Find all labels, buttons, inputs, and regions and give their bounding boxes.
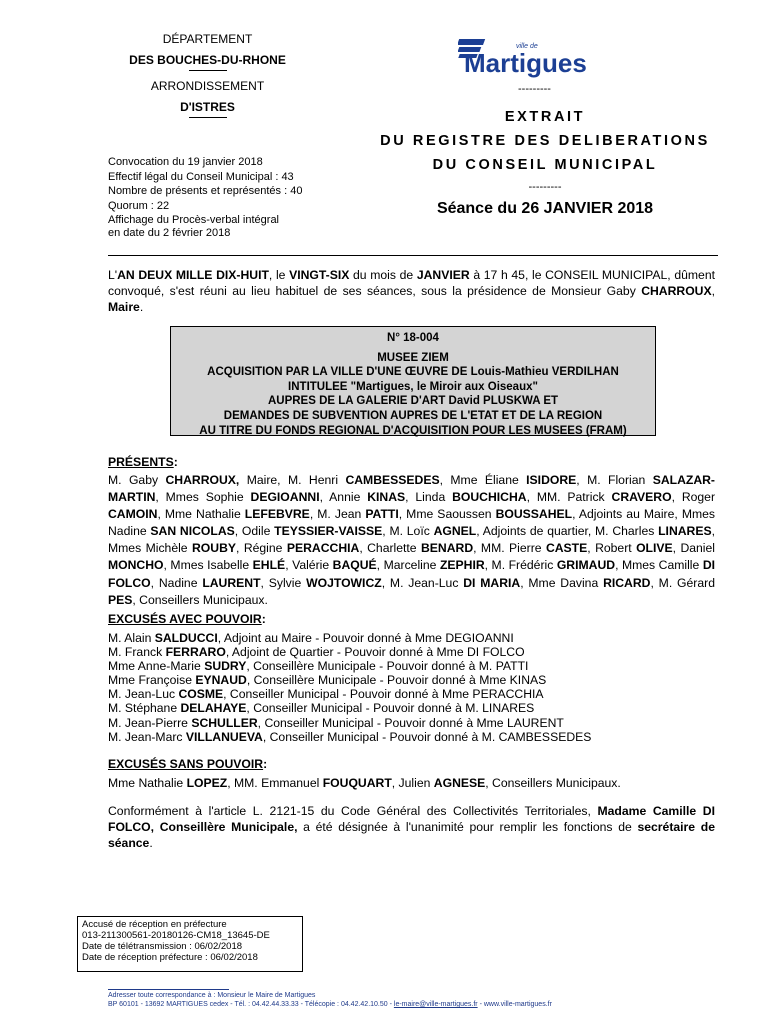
- excuses-avec-title: EXCUSÉS AVEC POUVOIR: [108, 612, 262, 626]
- member-name: CHARROUX,: [165, 473, 240, 487]
- presents-title: PRÉSENTS: [108, 455, 174, 469]
- member-name: CAMBESSEDES: [345, 473, 440, 487]
- footer-line: [108, 1000, 552, 1009]
- member-name: CRAVERO: [611, 490, 672, 505]
- secretaire-paragraph: [108, 803, 715, 851]
- colon: :: [263, 757, 268, 771]
- text: , Mmes Isabelle: [163, 558, 253, 573]
- text: , Odile: [234, 524, 275, 539]
- text: , Conseillère Municipale - Pouvoir donné à Mme KINAS: [246, 673, 547, 688]
- footer-line: Adresser toute correspondance à : Monsieur le Maire de Martigues: [108, 992, 316, 999]
- text: M. Stéphane: [108, 701, 181, 716]
- text: Mme Françoise: [108, 673, 196, 688]
- excuse-item: [108, 716, 591, 730]
- departement-label: DÉPARTEMENT: [162, 32, 253, 46]
- text: Mme Nathalie: [108, 776, 187, 790]
- member-name: DI FOLCO: [108, 558, 716, 590]
- name-bold: FOUQUART: [322, 776, 392, 790]
- member-name: DELAHAYE: [180, 701, 247, 716]
- text: , Conseiller Municipal - Pouvoir donné à Mme LAURENT: [257, 715, 564, 730]
- stamp-line: Date de réception préfecture : 06/02/2018: [82, 952, 258, 963]
- deliberation-line: DEMANDES DE SUBVENTION AUPRES DE L'ETAT ET DE LA REGION: [223, 409, 603, 422]
- deliberation-box: [170, 326, 656, 436]
- text: , le: [268, 268, 290, 282]
- arrondissement-name: D'ISTRES: [180, 100, 235, 114]
- presents-list: [108, 472, 715, 609]
- excuses-sans-heading: [108, 757, 267, 771]
- text: , Mme Saoussen: [398, 507, 496, 522]
- info-line: Convocation du 19 janvier 2018: [108, 156, 263, 168]
- member-name: GRIMAUD: [556, 558, 616, 573]
- member-name: BAQUÉ: [332, 558, 377, 573]
- text: , MM. Emmanuel: [227, 776, 323, 790]
- text: M. Jean-Pierre: [108, 715, 192, 730]
- text: M. Franck: [108, 645, 166, 660]
- deliberation-line: AU TITRE DU FONDS REGIONAL D'ACQUISITION POUR LES MUSEES (FRAM): [199, 424, 627, 437]
- deliberation-line: INTITULEE "Martigues, le Miroir aux Oiseaux": [288, 380, 538, 393]
- prefecture-receipt-stamp: [77, 916, 303, 972]
- member-name: ROUBY: [192, 541, 237, 556]
- text: M. Jean-Luc: [108, 687, 179, 702]
- member-name: LAURENT: [202, 575, 261, 590]
- member-name: TEYSSIER-VAISSE: [274, 524, 383, 539]
- text: , Conseillers Municipaux.: [485, 776, 621, 790]
- member-name: ISIDORE: [526, 473, 577, 487]
- logo-dashes: ---------: [518, 83, 551, 95]
- excuse-item: [108, 659, 591, 673]
- member-name: DEGIOANNI: [250, 490, 320, 505]
- text: BP 60101 - 13692 MARTIGUES cedex - Tél. : 04.42.44.33.33 - Télécopie : 04.42.42.10.50 -: [108, 1001, 394, 1008]
- header-rule: [108, 255, 718, 256]
- day-bold: VINGT-SIX: [289, 268, 350, 282]
- logo-small-text: ville de: [516, 43, 538, 50]
- text: , Charlette: [359, 541, 421, 556]
- text: - www.ville-martigues.fr: [477, 1001, 552, 1008]
- member-name: CASTE: [545, 541, 588, 556]
- text: Maire, M. Henri: [239, 473, 346, 487]
- text: , M. Florian: [576, 473, 653, 487]
- text: , Mme Éliane: [439, 473, 527, 487]
- text: , Conseiller Municipal - Pouvoir donné à Mme PERACCHIA: [223, 687, 544, 702]
- text: , Annie: [319, 490, 368, 505]
- text: , M. Jean-Luc: [381, 575, 464, 590]
- text: , Mmes Michèle: [108, 524, 715, 556]
- footer-rule: [108, 989, 229, 990]
- member-name: SUDRY: [204, 659, 247, 674]
- text: , MM. Pierre: [473, 541, 546, 556]
- text: , Mmes Sophie: [155, 490, 251, 505]
- excuses-sans-title: EXCUSÉS SANS POUVOIR: [108, 757, 264, 771]
- divider: [189, 117, 227, 118]
- title-conseil: DU CONSEIL MUNICIPAL: [432, 157, 658, 173]
- excuses-avec-list: [108, 631, 591, 744]
- name-bold: AGNESE: [433, 776, 486, 790]
- year-bold: AN DEUX MILLE DIX-HUIT: [117, 268, 269, 282]
- text: , Robert: [587, 541, 637, 556]
- member-name: EHLÉ: [252, 558, 286, 573]
- title-dashes: ---------: [528, 181, 562, 193]
- deliberation-line: ACQUISITION PAR LA VILLE D'UNE ŒUVRE DE Louis-Mathieu VERDILHAN: [207, 366, 619, 379]
- text: , Valérie: [285, 558, 333, 573]
- text: , Marceline: [376, 558, 440, 573]
- mayor-title: Maire: [108, 300, 140, 314]
- month-bold: JANVIER: [416, 268, 470, 282]
- ville-martigues-logo: [458, 34, 633, 79]
- text: M. Gaby: [108, 473, 166, 487]
- text: M. Alain: [108, 631, 155, 645]
- deliberation-line: AUPRES DE LA GALERIE D'ART David PLUSKWA ET: [267, 395, 559, 408]
- convocation-info: [108, 155, 302, 241]
- member-name: RICARD: [603, 575, 651, 590]
- excuse-item: [108, 673, 591, 687]
- member-name: SALAZAR-MARTIN: [108, 473, 715, 505]
- colon: :: [173, 455, 178, 469]
- footer: [108, 991, 552, 1009]
- text: , Daniel: [672, 541, 715, 556]
- secretaire-role: secrétaire de séance: [108, 820, 715, 850]
- text: , Conseiller Municipal - Pouvoir donné à M. LINARES: [246, 701, 535, 716]
- text: Conformément à l'article L. 2121-15 du Code Général des Collectivités Territoriales,: [108, 804, 598, 818]
- intro-paragraph: [108, 267, 715, 315]
- departement-name: DES BOUCHES-DU-RHONE: [129, 53, 286, 67]
- excuse-item: [108, 687, 591, 701]
- secretaire-name: Madame Camille DI FOLCO, Conseillère Municipale,: [108, 804, 715, 834]
- text: , Adjoint de Quartier - Pouvoir donné à Mme DI FOLCO: [225, 645, 525, 660]
- text: , M. Loïc: [382, 524, 434, 539]
- member-name: EYNAUD: [195, 673, 247, 688]
- member-name: COSME: [178, 687, 224, 702]
- stamp-line: 013-211300561-20180126-CM18_13645-DE: [82, 930, 270, 941]
- member-name: WOJTOWICZ: [306, 575, 382, 590]
- colon: :: [261, 612, 266, 626]
- text: , Conseiller Municipal - Pouvoir donné à M. CAMBESSEDES: [262, 729, 592, 744]
- text: , Nadine: [150, 575, 203, 590]
- divider: [189, 70, 227, 71]
- text: , Adjoints au Maire, Mmes Nadine: [108, 507, 715, 539]
- seance-date: Séance du 26 JANVIER 2018: [436, 200, 654, 217]
- text: .: [139, 300, 144, 314]
- member-name: ZEPHIR: [439, 558, 485, 573]
- info-line: Quorum : 22: [108, 199, 170, 212]
- text: .: [149, 836, 153, 850]
- text: , MM. Patrick: [526, 490, 612, 505]
- text: Mme Anne-Marie: [108, 659, 205, 674]
- text: , Adjoints de quartier, M. Charles: [476, 524, 659, 539]
- name-bold: LOPEZ: [186, 776, 228, 790]
- text: L': [108, 268, 118, 282]
- text: du mois de: [349, 268, 417, 282]
- deliberation-number: N° 18-004: [387, 332, 439, 344]
- member-name: MONCHO: [108, 558, 164, 573]
- member-name: PES: [108, 592, 133, 607]
- text: , Mme Davina: [520, 575, 604, 590]
- excuse-item: [108, 645, 591, 659]
- stamp-line: Accusé de réception en préfecture: [82, 919, 227, 930]
- excuses-sans-text: [108, 775, 715, 791]
- deliberation-line: MUSEE ZIEM: [377, 351, 449, 364]
- member-name: SAN NICOLAS: [150, 524, 235, 539]
- member-name: KINAS: [367, 490, 406, 505]
- member-name: BENARD: [420, 541, 474, 556]
- title-registre: DU REGISTRE DES DELIBERATIONS: [380, 133, 710, 149]
- text: , Conseillère Municipale - Pouvoir donné à M. PATTI: [246, 659, 529, 674]
- text: a été désignée à l'unanimité pour remplir les fonctions de: [297, 820, 638, 834]
- text: , Adjoint au Maire - Pouvoir donné à Mme DEGIOANNI: [217, 631, 514, 645]
- member-name: OLIVE: [636, 541, 673, 556]
- text: M. Jean-Marc: [108, 729, 186, 744]
- text: , M. Gérard: [650, 575, 715, 590]
- member-name: CAMOIN: [108, 507, 158, 522]
- member-name: LEFEBVRE: [244, 507, 310, 522]
- text: , Régine: [236, 541, 287, 556]
- info-line: Affichage du Procès-verbal intégral: [108, 214, 280, 227]
- header-left: [95, 32, 320, 124]
- member-name: BOUSSAHEL: [495, 507, 573, 522]
- member-name: AGNEL: [433, 524, 477, 539]
- info-line: Effectif légal du Conseil Municipal : 43: [108, 170, 294, 183]
- logo-wordmark: Martigues: [464, 48, 587, 78]
- member-name: VILLANUEVA: [185, 729, 263, 744]
- stamp-line: Date de télétransmission : 06/02/2018: [82, 941, 243, 952]
- member-name: PATTI: [365, 507, 399, 522]
- member-name: DI MARIA: [463, 575, 521, 590]
- info-line: Nombre de présents et représentés : 40: [108, 185, 303, 198]
- text: , Julien: [391, 776, 434, 790]
- info-line: en date du 2 février 2018: [108, 226, 231, 239]
- excuses-avec-heading: [108, 612, 266, 626]
- member-name: LINARES: [658, 524, 712, 539]
- text: , M. Frédéric: [484, 558, 557, 573]
- text: à 17 h 45, le CONSEIL MUNICIPAL, dûment convoqué, s'est réuni au lieu habituel de ses séances, sous la présidence de Monsieur Gaby: [108, 268, 715, 298]
- text: , M. Jean: [309, 507, 366, 522]
- text: ,: [711, 284, 715, 298]
- excuse-item: [108, 701, 591, 715]
- text: , Roger: [671, 490, 716, 505]
- member-name: BOUCHICHA: [452, 490, 527, 505]
- text: , Linda: [405, 490, 453, 505]
- text: , Sylvie: [260, 575, 307, 590]
- email-link[interactable]: le-maire@ville-martigues.fr: [393, 1001, 478, 1008]
- mayor-name: CHARROUX: [641, 284, 712, 298]
- arrondissement-label: ARRONDISSEMENT: [150, 79, 265, 93]
- member-name: SALDUCCI: [154, 631, 218, 645]
- text: , Mme Nathalie: [157, 507, 245, 522]
- text: , Conseillers Municipaux.: [132, 592, 268, 607]
- title-extrait: EXTRAIT: [504, 109, 586, 125]
- excuse-item: [108, 730, 591, 744]
- text: , Mmes Camille: [615, 558, 703, 573]
- member-name: SCHULLER: [191, 715, 258, 730]
- member-name: FERRARO: [165, 645, 226, 660]
- presents-heading: [108, 455, 178, 469]
- member-name: PERACCHIA: [286, 541, 360, 556]
- excuse-item: [108, 631, 591, 645]
